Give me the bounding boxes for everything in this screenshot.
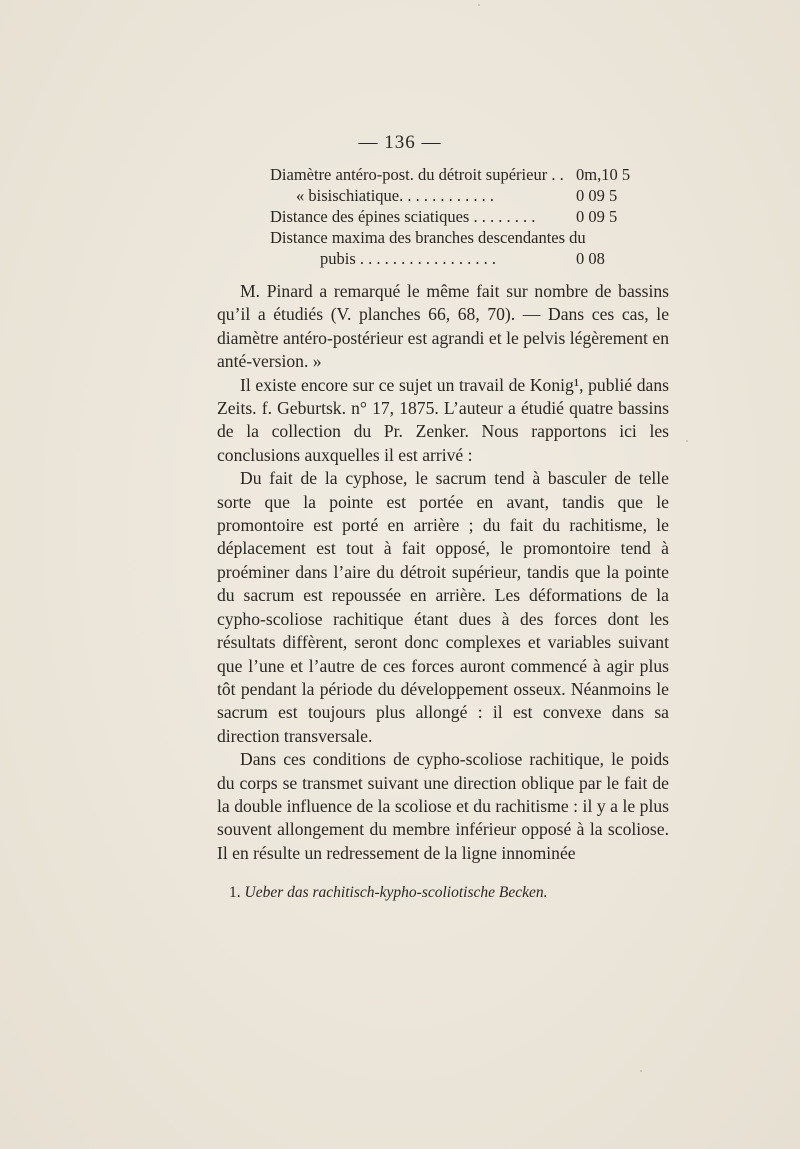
page-number: — 136 — <box>358 132 442 153</box>
paper-speck <box>686 440 688 442</box>
paragraph: Dans ces conditions de cypho-scoliose rachitique, le poids du corps se transmet suivant une direction oblique par le fait de la double influence de la scoliose et du rachitisme : il y a le plus souvent allongement du membre inférieur opposé à la scoliose. Il en résulte un redressement de la ligne innominée <box>217 749 669 863</box>
footnote <box>229 884 669 902</box>
measurement-row <box>270 227 630 248</box>
measurement-value: 0 09 5 <box>576 207 618 226</box>
measurement-row <box>270 248 630 269</box>
measurement-row <box>270 164 630 185</box>
measurement-label: Distance maxima des branches descendantes du <box>270 228 586 247</box>
measurement-label: Diamètre antéro-post. du détroit supérieur . . <box>270 165 564 184</box>
measurement-label: « bisischiatique. . . . . . . . . . . . <box>296 186 494 205</box>
paragraph: Du fait de la cyphose, le sacrum tend à basculer de telle sorte que la pointe est portée en avant, tandis que le promontoire est porté en arrière ; du fait du rachitisme, le déplacement est tout à fait opposé, le promontoire tend à proéminer dans l’aire du détroit supérieur, tandis que la pointe du sacrum est repoussée en arrière. Les déformations de la cypho-scoliose rachitique étant dues à des forces dont les résultats diffèrent, seront donc complexes et variables suivant que l’une et l’autre de ces forces auront commencé à agir plus tôt pendant la période du développement osseux. Néanmoins le sacrum est toujours plus allongé : il est convexe dans sa direction transversale. <box>217 468 669 746</box>
paragraph: Il existe encore sur ce sujet un travail de Konig¹, publié dans Zeits. f. Geburtsk. n° 17, 1875. L’auteur a étudié quatre bassins de la collection du Pr. Zenker. Nous rapportons ici les conclusions auxquelles il est arrivé : <box>217 374 669 465</box>
body-text <box>217 280 669 865</box>
measurement-row <box>270 185 630 206</box>
measurement-label: Distance des épines sciatiques . . . . . . . . <box>270 207 536 226</box>
measurement-value: 0m,10 5 <box>576 165 631 184</box>
paper-speck <box>640 1070 642 1072</box>
footnote-text: Ueber das rachitisch-kypho-scoliotische Becken. <box>244 884 548 901</box>
measurement-label: pubis . . . . . . . . . . . . . . . . . <box>320 249 497 268</box>
measurement-value: 0 09 5 <box>576 186 618 205</box>
footnote-number: 1. <box>229 884 241 901</box>
paper-speck <box>478 4 480 6</box>
measurement-row <box>270 206 630 227</box>
measurement-value: 0 08 <box>576 249 605 268</box>
paragraph: M. Pinard a remarqué le même fait sur nombre de bassins qu’il a étudiés (V. planches 66, 68, 70). — Dans ces cas, le diamètre antéro-postérieur est agrandi et le pelvis légèrement en anté-version. » <box>217 281 669 372</box>
measurement-table <box>270 164 630 269</box>
